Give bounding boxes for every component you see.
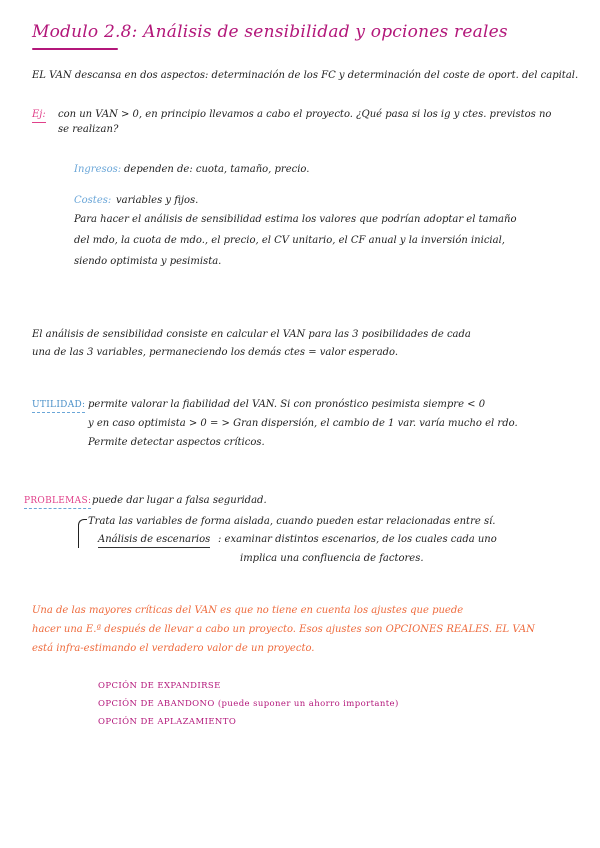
- problemas-line-3: : examinar distintos escenarios, de los cuales cada uno: [218, 534, 497, 545]
- utilidad-line-3: Permite detectar aspectos críticos.: [88, 437, 265, 448]
- intro-text: EL VAN descansa en dos aspectos: determinación de los FC y determinación del coste de oport. del capital.: [32, 70, 579, 81]
- option-expandirse: OPCIÓN DE EXPANDIRSE: [98, 681, 221, 691]
- utilidad-line-2: y en caso optimista > 0 = > Gran dispersión, el cambio de 1 var. varía mucho el rdo.: [88, 418, 518, 429]
- ingresos-text: dependen de: cuota, tamaño, precio.: [124, 164, 310, 175]
- example-line-1: con un VAN > 0, en principio llevamos a cabo el proyecto. ¿Qué pasa si los ig y ctes. previstos no: [58, 109, 552, 120]
- costes-para-2: del mdo, la cuota de mdo., el precio, el CV unitario, el CF anual y la inversión inicial,: [74, 235, 505, 246]
- problemas-label: PROBLEMAS:: [24, 494, 91, 509]
- problemas-line-4: implica una confluencia de factores.: [240, 553, 424, 564]
- costes-para-1: Para hacer el análisis de sensibilidad estima los valores que podrían adoptar el tamaño: [74, 214, 517, 225]
- problemas-line-1: puede dar lugar a falsa seguridad.: [92, 495, 267, 506]
- example-label: Ej:: [32, 108, 46, 123]
- costes-label: Costes:: [74, 195, 112, 206]
- utilidad-label: UTILIDAD:: [32, 398, 85, 413]
- analysis-line-2: una de las 3 variables, permaneciendo los demás ctes = valor esperado.: [32, 347, 399, 358]
- example-line-2: se realizan?: [58, 124, 119, 135]
- opciones-line-1: Una de las mayores críticas del VAN es que no tiene en cuenta los ajustes que puede: [32, 605, 464, 616]
- option-aplazamiento: OPCIÓN DE APLAZAMIENTO: [98, 717, 237, 727]
- opciones-line-3: está infra-estimando el verdadero valor de un proyecto.: [32, 643, 315, 654]
- costes-para-3: siendo optimista y pesimista.: [74, 256, 222, 267]
- problemas-line-2: Trata las variables de forma aislada, cuando pueden estar relacionadas entre sí.: [88, 516, 496, 527]
- title-underline: [32, 48, 118, 50]
- option-abandono: OPCIÓN DE ABANDONO (puede suponer un ahorro importante): [98, 699, 399, 709]
- analysis-line-1: El análisis de sensibilidad consiste en calcular el VAN para las 3 posibilidades de cada: [32, 329, 471, 340]
- utilidad-line-1: permite valorar la fiabilidad del VAN. Si con pronóstico pesimista siempre < 0: [88, 399, 486, 410]
- escenarios-label: Análisis de escenarios: [98, 533, 210, 548]
- ingresos-label: Ingresos:: [74, 164, 122, 175]
- opciones-line-2: hacer una E.ª después de llevar a cabo un proyecto. Esos ajustes son OPCIONES REALES. EL VAN: [32, 624, 535, 635]
- problemas-brace: [78, 519, 87, 548]
- costes-text: variables y fijos.: [116, 195, 199, 206]
- page-title: Modulo 2.8: Análisis de sensibilidad y opciones reales: [32, 22, 508, 42]
